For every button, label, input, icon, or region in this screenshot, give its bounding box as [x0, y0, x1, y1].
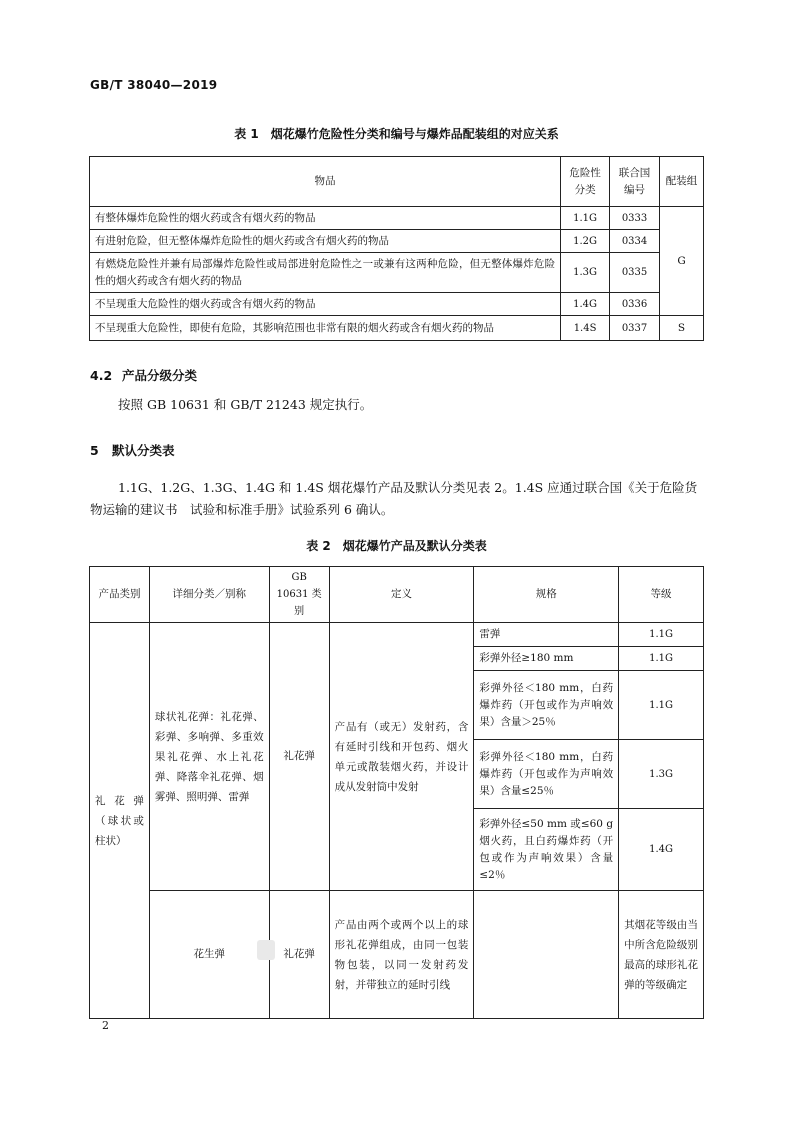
table2-header-spec: 规格	[474, 567, 619, 623]
table2-header-category: 产品类别	[90, 567, 150, 623]
table2-definition: 产品由两个或两个以上的球形礼花弹组成，由同一包装物包装，以同一发射药发射，并带独立的延时引线	[329, 891, 474, 1019]
table2-detail: 花生弹	[149, 891, 269, 1019]
table1-hazard: 1.2G	[561, 230, 610, 253]
table2-category: 礼花弹（球状或柱状）	[90, 623, 150, 1019]
table2-caption: 表 2 烟花爆竹产品及默认分类表	[306, 539, 487, 553]
table1-hazard: 1.1G	[561, 207, 610, 230]
section-title: 默认分类表	[112, 443, 175, 458]
table1-item: 不呈现重大危险性，即使有危险，其影响范围也非常有限的烟火药或含有烟火药的物品	[90, 316, 561, 341]
table1-un: 0334	[610, 230, 660, 253]
table1-hazard: 1.3G	[561, 253, 610, 293]
table1	[89, 156, 704, 341]
table2-header-gb: GB 10631 类别	[269, 567, 329, 623]
section-4-2-body: 按照 GB 10631 和 GB/T 21243 规定执行。	[118, 397, 373, 412]
table2-header-row	[90, 567, 704, 623]
table1-header-row	[90, 157, 704, 207]
section-5-body: 1.1G、1.2G、1.3G、1.4G 和 1.4S 烟花爆竹产品及默认分类见表 2。1.4S 应通过联合国《关于危险货物运输的建议书 试验和标准手册》试验系列 6 确认。	[90, 480, 698, 517]
standard-number: GB/T 38040—2019	[90, 78, 218, 92]
table2-header-grade: 等级	[619, 567, 704, 623]
section-title: 产品分级分类	[122, 368, 198, 383]
table-row	[90, 253, 704, 293]
section-number: 5	[90, 443, 99, 458]
table1-caption: 表 1 烟花爆竹危险性分类和编号与爆炸品配装组的对应关系	[234, 127, 559, 141]
table1-un: 0337	[610, 316, 660, 341]
table2-definition: 产品有（或无）发射药，含有延时引线和开包药、烟火单元或散装烟火药，并设计成从发射筒中发射	[329, 623, 474, 891]
page-number: 2	[102, 1019, 109, 1032]
table-row	[90, 207, 704, 230]
scan-mark	[257, 940, 275, 960]
table2-grade: 其烟花等级由当中所含危险级别最高的球形礼花弹的等级确定	[619, 891, 704, 1019]
table2-spec: 彩弹外径≥180 mm	[474, 647, 619, 671]
table2-gb: 礼花弹	[269, 623, 329, 891]
table2-detail: 球状礼花弹：礼花弹、彩弹、多响弹、多重效果礼花弹、水上礼花弹、降落伞礼花弹、烟雾弹、照明弹、雷弹	[149, 623, 269, 891]
table2-spec: 彩弹外径＜180 mm，白药爆炸药（开包或作为声响效果）含量＞25％	[474, 671, 619, 740]
table2-spec: 雷弹	[474, 623, 619, 647]
table2-grade: 1.1G	[619, 647, 704, 671]
table2-spec: 彩弹外径≤50 mm 或≤60 g 烟火药，且白药爆炸药（开包或作为声响效果）含量≤2％	[474, 809, 619, 891]
table1-group-s: S	[660, 316, 704, 341]
table2-spec: 彩弹外径＜180 mm，白药爆炸药（开包或作为声响效果）含量≤25％	[474, 740, 619, 809]
table-row	[90, 230, 704, 253]
table1-un: 0336	[610, 293, 660, 316]
table2-grade: 1.4G	[619, 809, 704, 891]
table1-un: 0335	[610, 253, 660, 293]
table1-header-hazard: 危险性分类	[561, 157, 610, 207]
table1-hazard: 1.4G	[561, 293, 610, 316]
section-4-2-heading	[90, 366, 197, 384]
section-5-heading	[90, 441, 175, 459]
table1-header-un: 联合国编号	[610, 157, 660, 207]
table1-header-item: 物品	[90, 157, 561, 207]
table2	[89, 566, 704, 1019]
table1-header-group: 配装组	[660, 157, 704, 207]
table1-item: 不呈现重大危险性的烟火药或含有烟火药的物品	[90, 293, 561, 316]
table1-hazard: 1.4S	[561, 316, 610, 341]
table2-grade: 1.1G	[619, 623, 704, 647]
table1-item: 有燃烧危险性并兼有局部爆炸危险性或局部进射危险性之一或兼有这两种危险，但无整体爆炸危险性的烟火药或含有烟火药的物品	[90, 253, 561, 293]
table2-gb: 礼花弹	[269, 891, 329, 1019]
table2-header-detail: 详细分类／别称	[149, 567, 269, 623]
table1-un: 0333	[610, 207, 660, 230]
table-row	[90, 293, 704, 316]
table2-spec	[474, 891, 619, 1019]
table-row	[90, 316, 704, 341]
table-row	[90, 891, 704, 1019]
table2-grade: 1.3G	[619, 740, 704, 809]
table2-header-definition: 定义	[329, 567, 474, 623]
table1-item: 有进射危险，但无整体爆炸危险性的烟火药或含有烟火药的物品	[90, 230, 561, 253]
table1-group-g: G	[660, 207, 704, 316]
table1-item: 有整体爆炸危险性的烟火药或含有烟火药的物品	[90, 207, 561, 230]
section-number: 4.2	[90, 368, 113, 383]
table-row	[90, 623, 704, 647]
table2-grade: 1.1G	[619, 671, 704, 740]
